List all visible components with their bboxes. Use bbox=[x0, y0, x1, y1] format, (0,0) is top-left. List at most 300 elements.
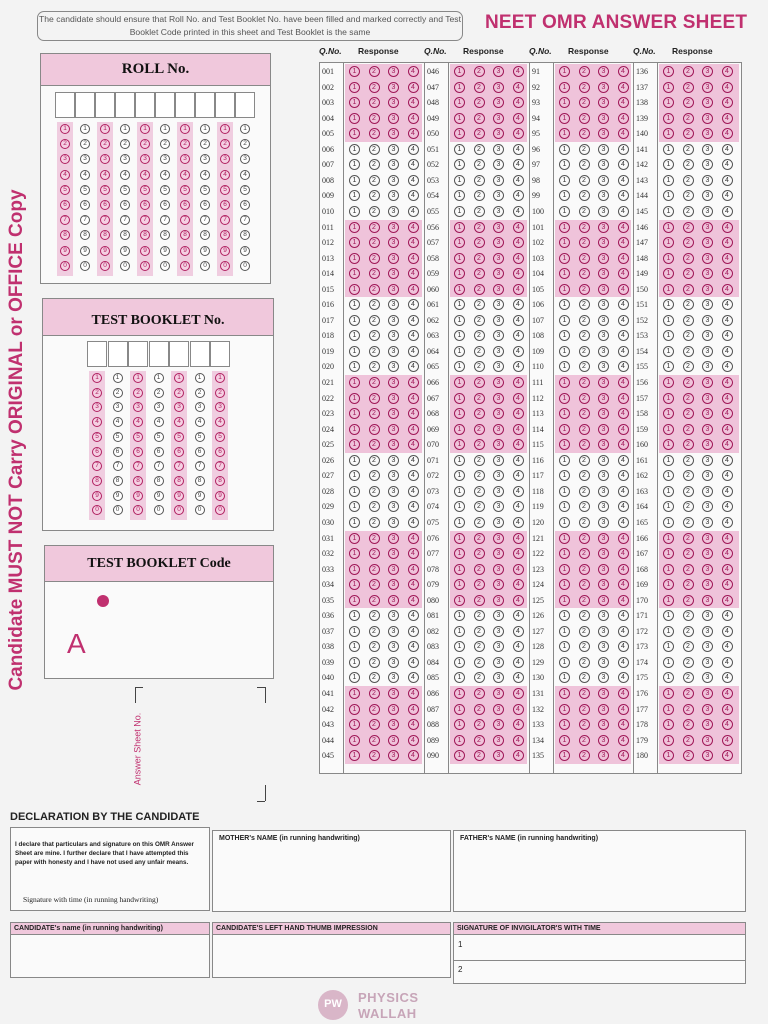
answer-bubble[interactable]: 4 bbox=[513, 470, 524, 481]
booklet-bubble[interactable]: 6 bbox=[174, 447, 184, 457]
answer-bubble[interactable]: 3 bbox=[598, 657, 609, 668]
answer-bubble[interactable]: 1 bbox=[454, 688, 465, 699]
answer-bubble[interactable]: 2 bbox=[369, 610, 380, 621]
roll-bubble[interactable]: 8 bbox=[120, 230, 130, 240]
answer-bubble[interactable]: 1 bbox=[454, 268, 465, 279]
roll-bubble[interactable]: 6 bbox=[140, 200, 150, 210]
answer-bubble[interactable]: 4 bbox=[513, 486, 524, 497]
thumb-impression-box[interactable] bbox=[212, 922, 451, 978]
booklet-bubble[interactable]: 7 bbox=[133, 461, 143, 471]
answer-bubble[interactable]: 2 bbox=[683, 735, 694, 746]
answer-bubble[interactable]: 3 bbox=[388, 704, 399, 715]
roll-bubble[interactable]: 4 bbox=[140, 170, 150, 180]
answer-bubble[interactable]: 4 bbox=[408, 564, 419, 575]
answer-bubble[interactable]: 2 bbox=[474, 268, 485, 279]
answer-bubble[interactable]: 4 bbox=[408, 672, 419, 683]
answer-bubble[interactable]: 4 bbox=[618, 66, 629, 77]
answer-bubble[interactable]: 4 bbox=[408, 159, 419, 170]
answer-bubble[interactable]: 3 bbox=[598, 470, 609, 481]
answer-bubble[interactable]: 4 bbox=[513, 97, 524, 108]
answer-bubble[interactable]: 2 bbox=[683, 672, 694, 683]
answer-bubble[interactable]: 3 bbox=[493, 704, 504, 715]
answer-bubble[interactable]: 2 bbox=[683, 533, 694, 544]
booklet-bubble[interactable]: 4 bbox=[154, 417, 164, 427]
answer-bubble[interactable]: 4 bbox=[722, 501, 733, 512]
answer-bubble[interactable]: 2 bbox=[683, 299, 694, 310]
answer-bubble[interactable]: 2 bbox=[474, 501, 485, 512]
roll-bubble[interactable]: 8 bbox=[200, 230, 210, 240]
booklet-bubble[interactable]: 6 bbox=[133, 447, 143, 457]
answer-bubble[interactable]: 2 bbox=[474, 672, 485, 683]
answer-bubble[interactable]: 3 bbox=[493, 626, 504, 637]
booklet-bubble[interactable]: 9 bbox=[154, 491, 164, 501]
booklet-bubble[interactable]: 9 bbox=[195, 491, 205, 501]
booklet-bubble[interactable]: 6 bbox=[154, 447, 164, 457]
answer-bubble[interactable]: 4 bbox=[722, 626, 733, 637]
answer-bubble[interactable]: 1 bbox=[663, 253, 674, 264]
answer-bubble[interactable]: 3 bbox=[388, 113, 399, 124]
answer-bubble[interactable]: 3 bbox=[702, 610, 713, 621]
booklet-bubble[interactable]: 5 bbox=[154, 432, 164, 442]
answer-bubble[interactable]: 1 bbox=[559, 470, 570, 481]
answer-bubble[interactable]: 2 bbox=[474, 82, 485, 93]
answer-bubble[interactable]: 1 bbox=[454, 408, 465, 419]
roll-bubble[interactable]: 1 bbox=[200, 124, 210, 134]
roll-digit-box[interactable] bbox=[195, 92, 215, 118]
roll-bubble[interactable]: 3 bbox=[220, 154, 230, 164]
answer-bubble[interactable]: 1 bbox=[454, 424, 465, 435]
answer-bubble[interactable]: 2 bbox=[579, 284, 590, 295]
answer-bubble[interactable]: 2 bbox=[683, 97, 694, 108]
answer-bubble[interactable]: 4 bbox=[722, 735, 733, 746]
answer-bubble[interactable]: 4 bbox=[513, 253, 524, 264]
answer-bubble[interactable]: 1 bbox=[559, 330, 570, 341]
answer-bubble[interactable]: 2 bbox=[683, 610, 694, 621]
answer-bubble[interactable]: 4 bbox=[408, 626, 419, 637]
answer-bubble[interactable]: 1 bbox=[559, 486, 570, 497]
answer-bubble[interactable]: 4 bbox=[722, 175, 733, 186]
booklet-bubble[interactable]: 9 bbox=[174, 491, 184, 501]
answer-bubble[interactable]: 2 bbox=[683, 595, 694, 606]
answer-bubble[interactable]: 1 bbox=[349, 82, 360, 93]
answer-bubble[interactable]: 2 bbox=[369, 750, 380, 761]
answer-bubble[interactable]: 1 bbox=[663, 315, 674, 326]
answer-bubble[interactable]: 3 bbox=[388, 268, 399, 279]
answer-bubble[interactable]: 1 bbox=[349, 315, 360, 326]
answer-bubble[interactable]: 4 bbox=[722, 330, 733, 341]
roll-bubble[interactable]: 9 bbox=[220, 246, 230, 256]
answer-bubble[interactable]: 2 bbox=[369, 66, 380, 77]
answer-bubble[interactable]: 4 bbox=[618, 424, 629, 435]
answer-bubble[interactable]: 3 bbox=[702, 719, 713, 730]
booklet-bubble[interactable]: 2 bbox=[154, 388, 164, 398]
answer-bubble[interactable]: 2 bbox=[369, 361, 380, 372]
answer-bubble[interactable]: 1 bbox=[663, 439, 674, 450]
booklet-bubble[interactable]: 3 bbox=[174, 402, 184, 412]
answer-bubble[interactable]: 2 bbox=[369, 470, 380, 481]
answer-bubble[interactable]: 1 bbox=[349, 517, 360, 528]
answer-bubble[interactable]: 4 bbox=[513, 548, 524, 559]
answer-bubble[interactable]: 4 bbox=[722, 750, 733, 761]
answer-bubble[interactable]: 1 bbox=[349, 610, 360, 621]
candidate-name-box[interactable] bbox=[10, 922, 210, 978]
answer-bubble[interactable]: 3 bbox=[702, 657, 713, 668]
answer-bubble[interactable]: 1 bbox=[454, 641, 465, 652]
answer-bubble[interactable]: 4 bbox=[408, 175, 419, 186]
answer-bubble[interactable]: 3 bbox=[493, 128, 504, 139]
answer-bubble[interactable]: 4 bbox=[618, 548, 629, 559]
answer-bubble[interactable]: 3 bbox=[598, 424, 609, 435]
answer-bubble[interactable]: 1 bbox=[663, 641, 674, 652]
answer-bubble[interactable]: 4 bbox=[513, 595, 524, 606]
answer-bubble[interactable]: 2 bbox=[474, 66, 485, 77]
answer-bubble[interactable]: 3 bbox=[493, 346, 504, 357]
answer-bubble[interactable]: 2 bbox=[474, 439, 485, 450]
roll-bubble[interactable]: 3 bbox=[100, 154, 110, 164]
answer-bubble[interactable]: 1 bbox=[349, 113, 360, 124]
answer-bubble[interactable]: 2 bbox=[683, 439, 694, 450]
answer-bubble[interactable]: 3 bbox=[702, 750, 713, 761]
roll-bubble[interactable]: 6 bbox=[240, 200, 250, 210]
answer-bubble[interactable]: 3 bbox=[388, 128, 399, 139]
answer-bubble[interactable]: 4 bbox=[513, 610, 524, 621]
answer-bubble[interactable]: 2 bbox=[369, 299, 380, 310]
answer-bubble[interactable]: 2 bbox=[369, 486, 380, 497]
answer-bubble[interactable]: 1 bbox=[349, 564, 360, 575]
answer-bubble[interactable]: 2 bbox=[683, 455, 694, 466]
answer-bubble[interactable]: 2 bbox=[474, 470, 485, 481]
answer-bubble[interactable]: 3 bbox=[388, 470, 399, 481]
answer-bubble[interactable]: 3 bbox=[598, 361, 609, 372]
answer-bubble[interactable]: 1 bbox=[454, 144, 465, 155]
roll-bubble[interactable]: 9 bbox=[80, 246, 90, 256]
answer-bubble[interactable]: 1 bbox=[454, 190, 465, 201]
answer-bubble[interactable]: 3 bbox=[598, 222, 609, 233]
answer-bubble[interactable]: 4 bbox=[618, 144, 629, 155]
answer-bubble[interactable]: 1 bbox=[454, 750, 465, 761]
answer-bubble[interactable]: 2 bbox=[579, 377, 590, 388]
answer-bubble[interactable]: 1 bbox=[349, 237, 360, 248]
roll-bubble[interactable]: 5 bbox=[160, 185, 170, 195]
booklet-bubble[interactable]: 8 bbox=[174, 476, 184, 486]
roll-digit-box[interactable] bbox=[235, 92, 255, 118]
answer-bubble[interactable]: 3 bbox=[493, 330, 504, 341]
booklet-bubble[interactable]: 0 bbox=[174, 505, 184, 515]
answer-bubble[interactable]: 1 bbox=[559, 579, 570, 590]
answer-bubble[interactable]: 1 bbox=[454, 299, 465, 310]
answer-bubble[interactable]: 3 bbox=[702, 393, 713, 404]
answer-bubble[interactable]: 3 bbox=[493, 377, 504, 388]
roll-bubble[interactable]: 2 bbox=[80, 139, 90, 149]
answer-bubble[interactable]: 4 bbox=[513, 206, 524, 217]
answer-bubble[interactable]: 2 bbox=[474, 315, 485, 326]
roll-bubble[interactable]: 5 bbox=[100, 185, 110, 195]
answer-bubble[interactable]: 1 bbox=[349, 548, 360, 559]
answer-bubble[interactable]: 1 bbox=[349, 455, 360, 466]
answer-bubble[interactable]: 2 bbox=[683, 206, 694, 217]
answer-bubble[interactable]: 1 bbox=[663, 501, 674, 512]
answer-bubble[interactable]: 3 bbox=[493, 548, 504, 559]
roll-bubble[interactable]: 1 bbox=[240, 124, 250, 134]
answer-bubble[interactable]: 2 bbox=[683, 330, 694, 341]
answer-bubble[interactable]: 1 bbox=[559, 237, 570, 248]
answer-bubble[interactable]: 2 bbox=[683, 66, 694, 77]
roll-bubble[interactable]: 1 bbox=[160, 124, 170, 134]
answer-bubble[interactable]: 4 bbox=[408, 377, 419, 388]
answer-bubble[interactable]: 3 bbox=[598, 610, 609, 621]
answer-bubble[interactable]: 1 bbox=[559, 284, 570, 295]
answer-bubble[interactable]: 2 bbox=[369, 719, 380, 730]
answer-bubble[interactable]: 4 bbox=[513, 564, 524, 575]
answer-bubble[interactable]: 1 bbox=[349, 222, 360, 233]
booklet-bubble[interactable]: 6 bbox=[215, 447, 225, 457]
answer-bubble[interactable]: 1 bbox=[559, 361, 570, 372]
answer-bubble[interactable]: 1 bbox=[559, 719, 570, 730]
booklet-digit-box[interactable] bbox=[149, 341, 169, 367]
answer-bubble[interactable]: 3 bbox=[702, 626, 713, 637]
answer-bubble[interactable]: 1 bbox=[454, 719, 465, 730]
answer-bubble[interactable]: 3 bbox=[388, 641, 399, 652]
answer-bubble[interactable]: 4 bbox=[618, 377, 629, 388]
answer-bubble[interactable]: 4 bbox=[513, 128, 524, 139]
answer-bubble[interactable]: 2 bbox=[683, 750, 694, 761]
answer-bubble[interactable]: 2 bbox=[683, 159, 694, 170]
answer-bubble[interactable]: 3 bbox=[388, 439, 399, 450]
answer-bubble[interactable]: 4 bbox=[513, 66, 524, 77]
booklet-bubble[interactable]: 1 bbox=[195, 373, 205, 383]
answer-bubble[interactable]: 4 bbox=[408, 66, 419, 77]
roll-bubble[interactable]: 8 bbox=[60, 230, 70, 240]
answer-bubble[interactable]: 1 bbox=[454, 564, 465, 575]
answer-bubble[interactable]: 4 bbox=[618, 610, 629, 621]
answer-bubble[interactable]: 4 bbox=[722, 533, 733, 544]
answer-bubble[interactable]: 2 bbox=[369, 439, 380, 450]
answer-bubble[interactable]: 3 bbox=[598, 501, 609, 512]
answer-bubble[interactable]: 2 bbox=[579, 113, 590, 124]
roll-bubble[interactable]: 0 bbox=[60, 261, 70, 271]
answer-bubble[interactable]: 2 bbox=[474, 361, 485, 372]
booklet-bubble[interactable]: 7 bbox=[195, 461, 205, 471]
answer-bubble[interactable]: 1 bbox=[454, 657, 465, 668]
booklet-bubble[interactable]: 0 bbox=[113, 505, 123, 515]
answer-bubble[interactable]: 4 bbox=[513, 237, 524, 248]
answer-bubble[interactable]: 2 bbox=[369, 424, 380, 435]
answer-bubble[interactable]: 1 bbox=[663, 97, 674, 108]
answer-bubble[interactable]: 4 bbox=[408, 719, 419, 730]
booklet-bubble[interactable]: 7 bbox=[215, 461, 225, 471]
booklet-bubble[interactable]: 0 bbox=[92, 505, 102, 515]
answer-bubble[interactable]: 1 bbox=[663, 206, 674, 217]
answer-bubble[interactable]: 3 bbox=[388, 533, 399, 544]
roll-bubble[interactable]: 9 bbox=[200, 246, 210, 256]
roll-bubble[interactable]: 3 bbox=[60, 154, 70, 164]
roll-bubble[interactable]: 9 bbox=[100, 246, 110, 256]
answer-bubble[interactable]: 2 bbox=[579, 299, 590, 310]
answer-bubble[interactable]: 4 bbox=[618, 517, 629, 528]
answer-bubble[interactable]: 4 bbox=[408, 486, 419, 497]
answer-bubble[interactable]: 4 bbox=[618, 719, 629, 730]
answer-bubble[interactable]: 3 bbox=[493, 315, 504, 326]
answer-bubble[interactable]: 3 bbox=[598, 299, 609, 310]
answer-bubble[interactable]: 2 bbox=[683, 393, 694, 404]
answer-bubble[interactable]: 1 bbox=[663, 113, 674, 124]
answer-bubble[interactable]: 3 bbox=[598, 486, 609, 497]
answer-bubble[interactable]: 3 bbox=[388, 206, 399, 217]
answer-bubble[interactable]: 1 bbox=[663, 346, 674, 357]
answer-bubble[interactable]: 2 bbox=[683, 268, 694, 279]
booklet-bubble[interactable]: 5 bbox=[215, 432, 225, 442]
roll-bubble[interactable]: 5 bbox=[80, 185, 90, 195]
answer-bubble[interactable]: 2 bbox=[369, 190, 380, 201]
answer-bubble[interactable]: 4 bbox=[722, 190, 733, 201]
answer-bubble[interactable]: 2 bbox=[579, 517, 590, 528]
roll-bubble[interactable]: 7 bbox=[200, 215, 210, 225]
answer-bubble[interactable]: 2 bbox=[369, 548, 380, 559]
answer-bubble[interactable]: 2 bbox=[474, 299, 485, 310]
answer-bubble[interactable]: 3 bbox=[493, 299, 504, 310]
answer-bubble[interactable]: 3 bbox=[493, 268, 504, 279]
answer-bubble[interactable]: 2 bbox=[369, 284, 380, 295]
answer-bubble[interactable]: 3 bbox=[598, 346, 609, 357]
answer-bubble[interactable]: 1 bbox=[349, 750, 360, 761]
answer-bubble[interactable]: 1 bbox=[454, 548, 465, 559]
roll-bubble[interactable]: 9 bbox=[60, 246, 70, 256]
answer-bubble[interactable]: 4 bbox=[408, 190, 419, 201]
answer-bubble[interactable]: 3 bbox=[598, 237, 609, 248]
answer-bubble[interactable]: 3 bbox=[702, 82, 713, 93]
answer-bubble[interactable]: 3 bbox=[702, 455, 713, 466]
answer-bubble[interactable]: 3 bbox=[598, 330, 609, 341]
answer-bubble[interactable]: 3 bbox=[493, 595, 504, 606]
answer-bubble[interactable]: 2 bbox=[474, 517, 485, 528]
answer-bubble[interactable]: 2 bbox=[474, 424, 485, 435]
answer-bubble[interactable]: 1 bbox=[454, 579, 465, 590]
answer-bubble[interactable]: 4 bbox=[408, 393, 419, 404]
answer-bubble[interactable]: 3 bbox=[702, 361, 713, 372]
answer-bubble[interactable]: 4 bbox=[408, 330, 419, 341]
booklet-bubble[interactable]: 7 bbox=[92, 461, 102, 471]
answer-bubble[interactable]: 4 bbox=[513, 299, 524, 310]
answer-bubble[interactable]: 2 bbox=[683, 222, 694, 233]
answer-bubble[interactable]: 4 bbox=[408, 346, 419, 357]
roll-digit-box[interactable] bbox=[75, 92, 95, 118]
answer-bubble[interactable]: 1 bbox=[663, 750, 674, 761]
answer-bubble[interactable]: 2 bbox=[474, 159, 485, 170]
answer-bubble[interactable]: 1 bbox=[559, 299, 570, 310]
answer-bubble[interactable]: 3 bbox=[598, 377, 609, 388]
answer-bubble[interactable]: 4 bbox=[513, 657, 524, 668]
answer-bubble[interactable]: 1 bbox=[559, 253, 570, 264]
answer-bubble[interactable]: 4 bbox=[408, 517, 419, 528]
answer-bubble[interactable]: 2 bbox=[683, 346, 694, 357]
answer-bubble[interactable]: 3 bbox=[702, 237, 713, 248]
booklet-digit-box[interactable] bbox=[169, 341, 189, 367]
answer-bubble[interactable]: 4 bbox=[513, 175, 524, 186]
answer-bubble[interactable]: 1 bbox=[663, 144, 674, 155]
roll-bubble[interactable]: 4 bbox=[220, 170, 230, 180]
answer-bubble[interactable]: 2 bbox=[369, 688, 380, 699]
roll-bubble[interactable]: 4 bbox=[100, 170, 110, 180]
answer-bubble[interactable]: 4 bbox=[513, 315, 524, 326]
answer-bubble[interactable]: 1 bbox=[454, 439, 465, 450]
answer-bubble[interactable]: 3 bbox=[493, 113, 504, 124]
roll-bubble[interactable]: 7 bbox=[180, 215, 190, 225]
answer-bubble[interactable]: 2 bbox=[369, 641, 380, 652]
answer-bubble[interactable]: 4 bbox=[618, 595, 629, 606]
answer-bubble[interactable]: 2 bbox=[474, 253, 485, 264]
answer-bubble[interactable]: 2 bbox=[579, 688, 590, 699]
roll-digit-box[interactable] bbox=[215, 92, 235, 118]
answer-bubble[interactable]: 4 bbox=[618, 330, 629, 341]
answer-bubble[interactable]: 4 bbox=[618, 361, 629, 372]
answer-bubble[interactable]: 2 bbox=[579, 548, 590, 559]
answer-bubble[interactable]: 3 bbox=[702, 175, 713, 186]
answer-bubble[interactable]: 1 bbox=[349, 672, 360, 683]
answer-bubble[interactable]: 4 bbox=[408, 253, 419, 264]
answer-bubble[interactable]: 1 bbox=[559, 548, 570, 559]
roll-bubble[interactable]: 5 bbox=[240, 185, 250, 195]
answer-bubble[interactable]: 2 bbox=[474, 237, 485, 248]
roll-bubble[interactable]: 6 bbox=[220, 200, 230, 210]
answer-bubble[interactable]: 2 bbox=[474, 330, 485, 341]
answer-bubble[interactable]: 1 bbox=[663, 128, 674, 139]
answer-bubble[interactable]: 1 bbox=[559, 735, 570, 746]
booklet-bubble[interactable]: 6 bbox=[195, 447, 205, 457]
answer-bubble[interactable]: 3 bbox=[598, 533, 609, 544]
answer-bubble[interactable]: 3 bbox=[388, 175, 399, 186]
answer-bubble[interactable]: 1 bbox=[349, 144, 360, 155]
answer-bubble[interactable]: 1 bbox=[454, 501, 465, 512]
answer-bubble[interactable]: 2 bbox=[579, 672, 590, 683]
answer-bubble[interactable]: 3 bbox=[493, 517, 504, 528]
roll-bubble[interactable]: 3 bbox=[120, 154, 130, 164]
answer-bubble[interactable]: 4 bbox=[722, 237, 733, 248]
booklet-bubble[interactable]: 2 bbox=[195, 388, 205, 398]
answer-bubble[interactable]: 3 bbox=[598, 595, 609, 606]
booklet-bubble[interactable]: 1 bbox=[92, 373, 102, 383]
answer-bubble[interactable]: 3 bbox=[493, 486, 504, 497]
answer-bubble[interactable]: 2 bbox=[683, 284, 694, 295]
answer-bubble[interactable]: 3 bbox=[598, 455, 609, 466]
answer-bubble[interactable]: 4 bbox=[408, 688, 419, 699]
roll-bubble[interactable]: 6 bbox=[160, 200, 170, 210]
answer-bubble[interactable]: 1 bbox=[349, 657, 360, 668]
answer-bubble[interactable]: 2 bbox=[369, 159, 380, 170]
roll-bubble[interactable]: 0 bbox=[240, 261, 250, 271]
answer-bubble[interactable]: 2 bbox=[579, 735, 590, 746]
answer-bubble[interactable]: 3 bbox=[493, 610, 504, 621]
answer-bubble[interactable]: 4 bbox=[722, 268, 733, 279]
roll-digit-box[interactable] bbox=[115, 92, 135, 118]
answer-bubble[interactable]: 4 bbox=[513, 113, 524, 124]
answer-bubble[interactable]: 2 bbox=[369, 408, 380, 419]
booklet-bubble[interactable]: 6 bbox=[92, 447, 102, 457]
answer-bubble[interactable]: 3 bbox=[388, 346, 399, 357]
answer-bubble[interactable]: 2 bbox=[579, 408, 590, 419]
answer-bubble[interactable]: 2 bbox=[579, 610, 590, 621]
answer-bubble[interactable]: 4 bbox=[408, 82, 419, 93]
booklet-bubble[interactable]: 4 bbox=[92, 417, 102, 427]
answer-bubble[interactable]: 4 bbox=[722, 222, 733, 233]
answer-bubble[interactable]: 3 bbox=[493, 501, 504, 512]
answer-bubble[interactable]: 1 bbox=[663, 393, 674, 404]
answer-bubble[interactable]: 4 bbox=[408, 439, 419, 450]
answer-bubble[interactable]: 3 bbox=[388, 159, 399, 170]
answer-bubble[interactable]: 3 bbox=[493, 361, 504, 372]
answer-bubble[interactable]: 3 bbox=[702, 564, 713, 575]
booklet-bubble[interactable]: 8 bbox=[133, 476, 143, 486]
answer-bubble[interactable]: 4 bbox=[722, 159, 733, 170]
